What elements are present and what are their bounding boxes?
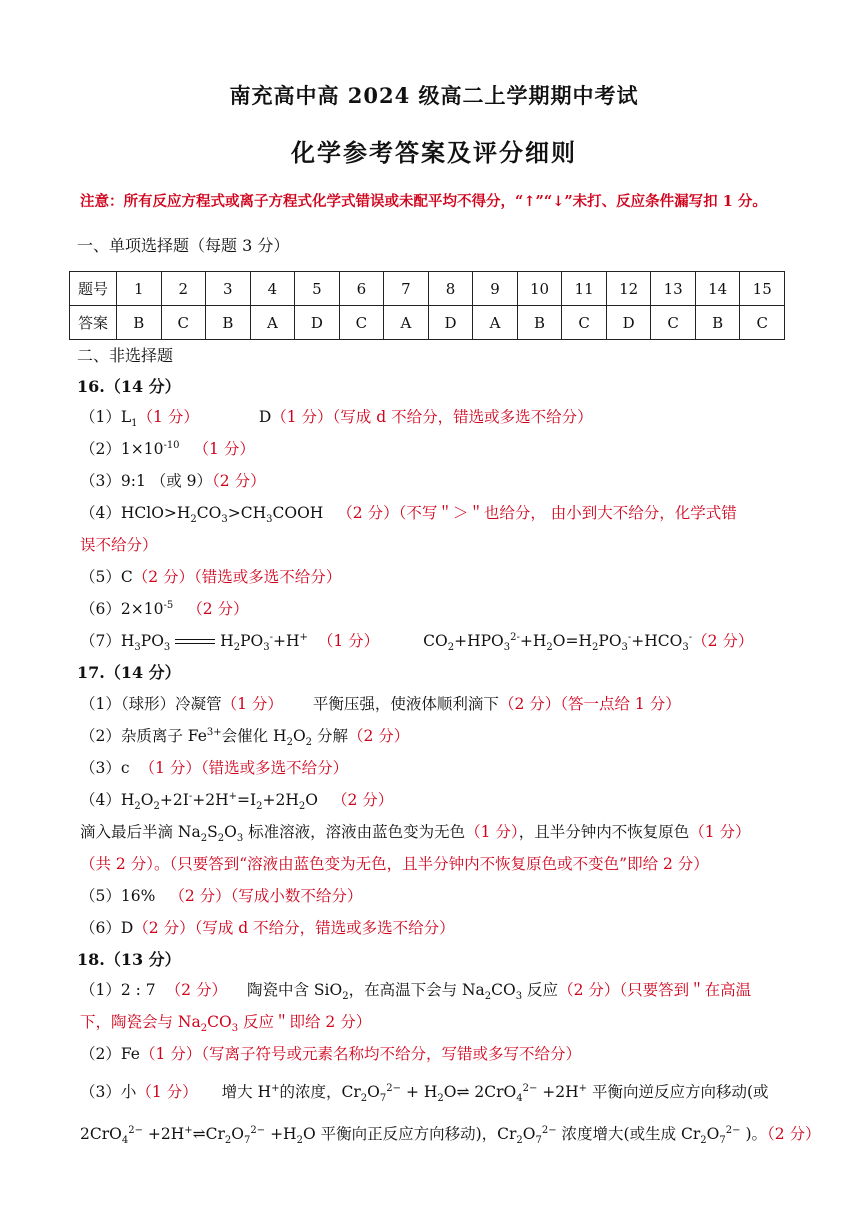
- row-header-answer: 答案: [70, 306, 117, 340]
- row-header-number: 题号: [70, 272, 117, 306]
- answer-cell: C: [562, 306, 607, 340]
- q17-line-4: $(4)H_2O_2+2I^-+2H^+=I_2+2H_2O$ （2 分）: [80, 790, 394, 813]
- answer-cell: D: [428, 306, 473, 340]
- question-16-heading: 16.（14 分）: [77, 377, 181, 396]
- question-number: 3: [206, 272, 251, 306]
- q18-line-2: （2）Fe（1 分）（写离子符号或元素名称均不给分，写错或多写不给分）: [80, 1045, 581, 1063]
- answer-cell: A: [384, 306, 429, 340]
- question-number: 11: [562, 272, 607, 306]
- q18-line-3-cont: $2CrO_4^{2-} +2H^+\rightleftharpoons Cr_2O_7^{2-} +H_2O$ 平衡向正反应方向移动)，$Cr_2O_7^{2-}$ 浓度增大(或生成 $Cr_2O_7^{2-}$ )。（2 分）: [80, 1124, 821, 1147]
- q17-line-5-cont: （共 2 分）。（只要答到“溶液由蓝色变为无色，且半分钟内不恢复原色或不变色”即给 2 分）: [80, 855, 709, 873]
- q18-line-1-cont: 下，陶瓷会与 $Na_2CO_3$ 反应＂即给 2 分）: [80, 1013, 372, 1035]
- question-number-row: [70, 272, 785, 306]
- q16-line-7: $(7)H_3PO_3$ $H_2PO_3^-+H^+$ （1 分） $CO_2+HPO_3^{2-}+H_2O=H_2PO_3^-+HCO_3^-(2$ 分）: [80, 631, 754, 654]
- q17-line-7: （6）D（2 分）（写成 d 不给分，错选或多选不给分）: [80, 919, 455, 937]
- q16-line-4-cont: 误不给分）: [80, 536, 158, 554]
- question-17-heading: 17.（14 分）: [77, 663, 181, 682]
- question-number: 4: [250, 272, 295, 306]
- question-number: 5: [295, 272, 340, 306]
- q16-line-5: （5）C（2 分）（错选或多选不给分）: [80, 568, 342, 586]
- question-number: 14: [695, 272, 740, 306]
- q17-line-2: （2）杂质离子 $Fe^{3+}$会催化 $H_2O_2$ 分解（2 分）: [80, 726, 410, 749]
- question-number: 8: [428, 272, 473, 306]
- q17-line-1: （1）（球形）冷凝管（1 分） 平衡压强，使液体顺利滴下（2 分）（答一点给 1 分）: [80, 695, 681, 713]
- answer-cell: B: [695, 306, 740, 340]
- answer-cell: C: [161, 306, 206, 340]
- q16-line-3: （3）9:1 （或 9）（2 分）: [80, 472, 266, 490]
- section-1-title: 一、单项选择题（每题 3 分）: [77, 236, 290, 255]
- q17-line-6: （5）16% （2 分）（写成小数不给分）: [80, 887, 363, 905]
- question-number: 15: [740, 272, 785, 306]
- question-18-heading: 18.（13 分）: [77, 950, 181, 969]
- answer-key-title: 化学参考答案及评分细则: [291, 138, 577, 167]
- question-number: 2: [161, 272, 206, 306]
- q18-line-3: （3）小（1 分） 增大 H+的浓度，$Cr_2O_7^{2-}$ + $H_2O\rightleftharpoons$ 2CrO$_4^{2-}$ +2H+ 平衡向逆反应方向移动(或: [80, 1082, 769, 1105]
- question-number: 9: [473, 272, 518, 306]
- question-number: 7: [384, 272, 429, 306]
- answer-cell: B: [117, 306, 162, 340]
- section-2-title: 二、非选择题: [77, 346, 174, 365]
- answer-cell: D: [295, 306, 340, 340]
- notice-text: 注意：所有反应方程式或离子方程式化学式错误或未配平均不得分，“↑”“↓”未打、反应条件漏写扣 1 分。: [80, 193, 767, 210]
- answer-cell: C: [339, 306, 384, 340]
- exam-title: 南充高中高 2024 级高二上学期期中考试: [229, 83, 639, 108]
- question-number: 13: [651, 272, 696, 306]
- q17-line-3: （3）c （1 分）（错选或多选不给分）: [80, 759, 349, 777]
- answer-cell: B: [206, 306, 251, 340]
- q16-line-6: $(6)2\times 10^{-5}$ （2 分）: [80, 599, 249, 618]
- question-number: 6: [339, 272, 384, 306]
- answer-cell: C: [651, 306, 696, 340]
- q16-line-2: $(2)1\times 10^{-10}$ （1 分）: [80, 439, 255, 458]
- answer-cell: A: [473, 306, 518, 340]
- answer-cell: B: [517, 306, 562, 340]
- equilibrium-arrow-icon: [175, 637, 215, 647]
- q16-line-1: $(1)L_1(1$ 分） D（1 分）（写成 d 不给分，错选或多选不给分）: [80, 408, 593, 430]
- answer-table: [69, 271, 785, 340]
- question-number: 10: [517, 272, 562, 306]
- q17-line-5: 滴入最后半滴 $Na_2S_2O_3$ 标准溶液，溶液由蓝色变为无色（1 分），且半分钟内不恢复原色（1 分）: [80, 823, 751, 845]
- question-number: 1: [117, 272, 162, 306]
- answer-cell: C: [740, 306, 785, 340]
- answer-cell: A: [250, 306, 295, 340]
- answer-row: [70, 306, 785, 340]
- q18-line-1: （1）2 : 7 （2 分） 陶瓷中含 SiO$_2$，在高温下会与 $Na_2CO_3$ 反应（2 分）（只要答到＂在高温: [80, 981, 752, 1003]
- question-number: 12: [606, 272, 651, 306]
- answer-cell: D: [606, 306, 651, 340]
- q16-line-4: $(4)HClO>H_2CO_3>CH_3COOH$ （2 分）（不写＂＞＂也给分， 由小到大不给分，化学式错: [80, 504, 737, 526]
